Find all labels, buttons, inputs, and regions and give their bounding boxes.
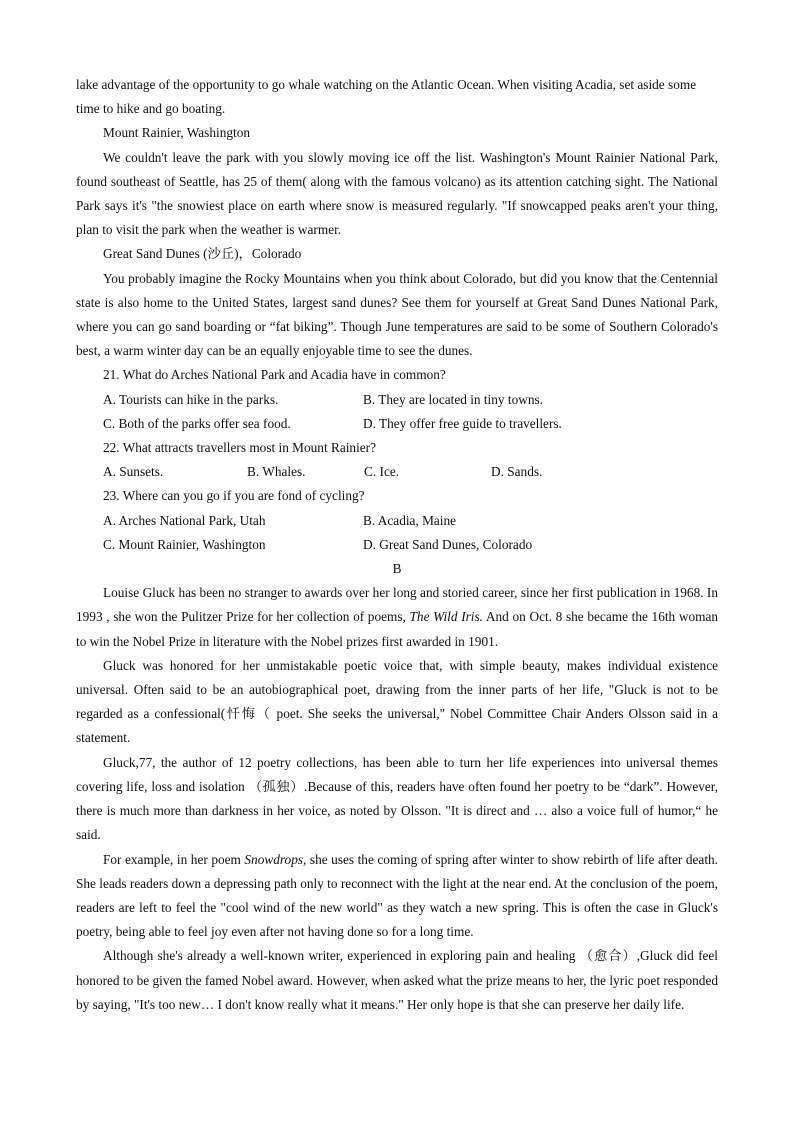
question-23-option-b: B. Acadia, Maine (363, 512, 457, 528)
document-body (76, 73, 718, 1017)
question-21-options-row-2 (76, 412, 718, 436)
passage-a-paragraph-continuation: lake advantage of the opportunity to go whale watching on the Atlantic Ocean. When visiting Acadia, set aside some time to hike and go boating. (76, 77, 697, 117)
question-21-options-row-1 (76, 388, 718, 412)
question-21-option-c: C. Both of the parks offer sea food. (103, 415, 291, 431)
section-b-label: B (392, 561, 402, 577)
passage-b-p1-text-a: Louise Gluck has been no stranger to awards over her long and storied career, since her first publication in 1968. In 1993 , she won the Pulitzer Prize for her collection of poems, (76, 585, 718, 625)
passage-b-book-title: The Wild Iris. (409, 609, 483, 625)
passage-a-paragraph-great-sand-dunes: You probably imagine the Rocky Mountains when you think about Colorado, but did you know that the Centennial state is also home to the United States, largest sand dunes? See them for yourself at Great Sand Dunes National Park, where you can go sand boarding or “fat biking”. Though June temperatures are said to be some of Southern Colorado's best, a warm winter day can be an equally enjoyable time to see the dunes. (76, 270, 718, 359)
passage-b-paragraph-4 (76, 848, 718, 945)
question-22-stem: 22. What attracts travellers most in Mount Rainier? (103, 440, 377, 456)
question-22-option-b: B. Whales. (247, 464, 306, 480)
question-21-option-a: A. Tourists can hike in the parks. (103, 391, 279, 407)
passage-a-paragraph-mount-rainier: We couldn't leave the park with you slowly moving ice off the list. Washington's Mount Rainier National Park, found southeast of Seattle, has 25 of them( along with the famous volcano) as its attention catching sight. The National Park says it's "the snowiest place on earth where snow is measured regularly. "If snowcapped peaks aren't your thing, plan to visit the park when the weather is warmer. (76, 149, 718, 238)
passage-b-paragraph-2: Gluck was honored for her unmistakable poetic voice that, with simple beauty, makes individual existence universal. Often said to be an autobiographical poet, drawing from the inner parts of her life, "Gluck is not to be regarded as a confessional(忏悔（ poet. She seeks the universal," Nobel Committee Chair Anders Olsson said in a statement. (76, 657, 718, 746)
passage-b-p1-text-b: And on Oct. 8 she became the 16th woman to win the Nobel Prize in literature with the Nobel prizes first awarded in 1901. (76, 609, 719, 649)
question-21-option-d: D. They offer free guide to travellers. (363, 415, 562, 431)
passage-b-paragraph-5: Although she's already a well-known writer, experienced in exploring pain and healing （愈合）,Gluck did feel honored to be given the famed Nobel award. However, when asked what the prize means to her, the lyric poet responded by saying, "It's too new… I don't know really what it means." Her only hope is that she can preserve her daily life. (76, 948, 718, 1012)
passage-b-paragraph-1 (76, 581, 718, 654)
question-22-option-a: A. Sunsets. (103, 464, 164, 480)
heading-mount-rainier: Mount Rainier, Washington (103, 125, 250, 141)
question-23-options-row-1 (76, 509, 718, 533)
question-23-option-c: C. Mount Rainier, Washington (103, 536, 266, 552)
passage-b-p4-text-a: For example, in her poem (103, 851, 245, 867)
passage-b-poem-title: Snowdrops, (244, 851, 307, 867)
question-21-stem: 21. What do Arches National Park and Acadia have in common? (103, 367, 446, 383)
passage-b-paragraph-3: Gluck,77, the author of 12 poetry collections, has been able to turn her life experiences into universal themes covering life, loss and isolation （孤独）.Because of this, readers have often found her poetry to be “dark”. However, there is much more than darkness in her voice, as noted by Olsson. "It is direct and … also a voice full of humor,“ he said. (76, 754, 718, 843)
question-23-option-d: D. Great Sand Dunes, Colorado (363, 536, 533, 552)
question-21-option-b: B. They are located in tiny towns. (363, 391, 543, 407)
heading-great-sand-dunes: Great Sand Dunes (沙丘)，Colorado (103, 246, 302, 262)
question-23-option-a: A. Arches National Park, Utah (103, 512, 266, 528)
passage-b-p4-text-b: she uses the coming of spring after winter to show rebirth of life after death. She leads readers down a depressing path only to reconnect with the light at the near end. At the conclusion of the poem, readers are left to feel the "cool wind of the new world" as they watch a new spring. This is often the case in Gluck's poetry, being able to feel joy even after not having done so for a long time. (76, 851, 718, 940)
question-23-stem: 23. Where can you go if you are fond of cycling? (103, 488, 365, 504)
question-22-option-d: D. Sands. (491, 464, 543, 480)
question-23-options-row-2 (76, 533, 718, 557)
question-22-options (76, 460, 718, 484)
question-22-option-c: C. Ice. (364, 464, 400, 480)
